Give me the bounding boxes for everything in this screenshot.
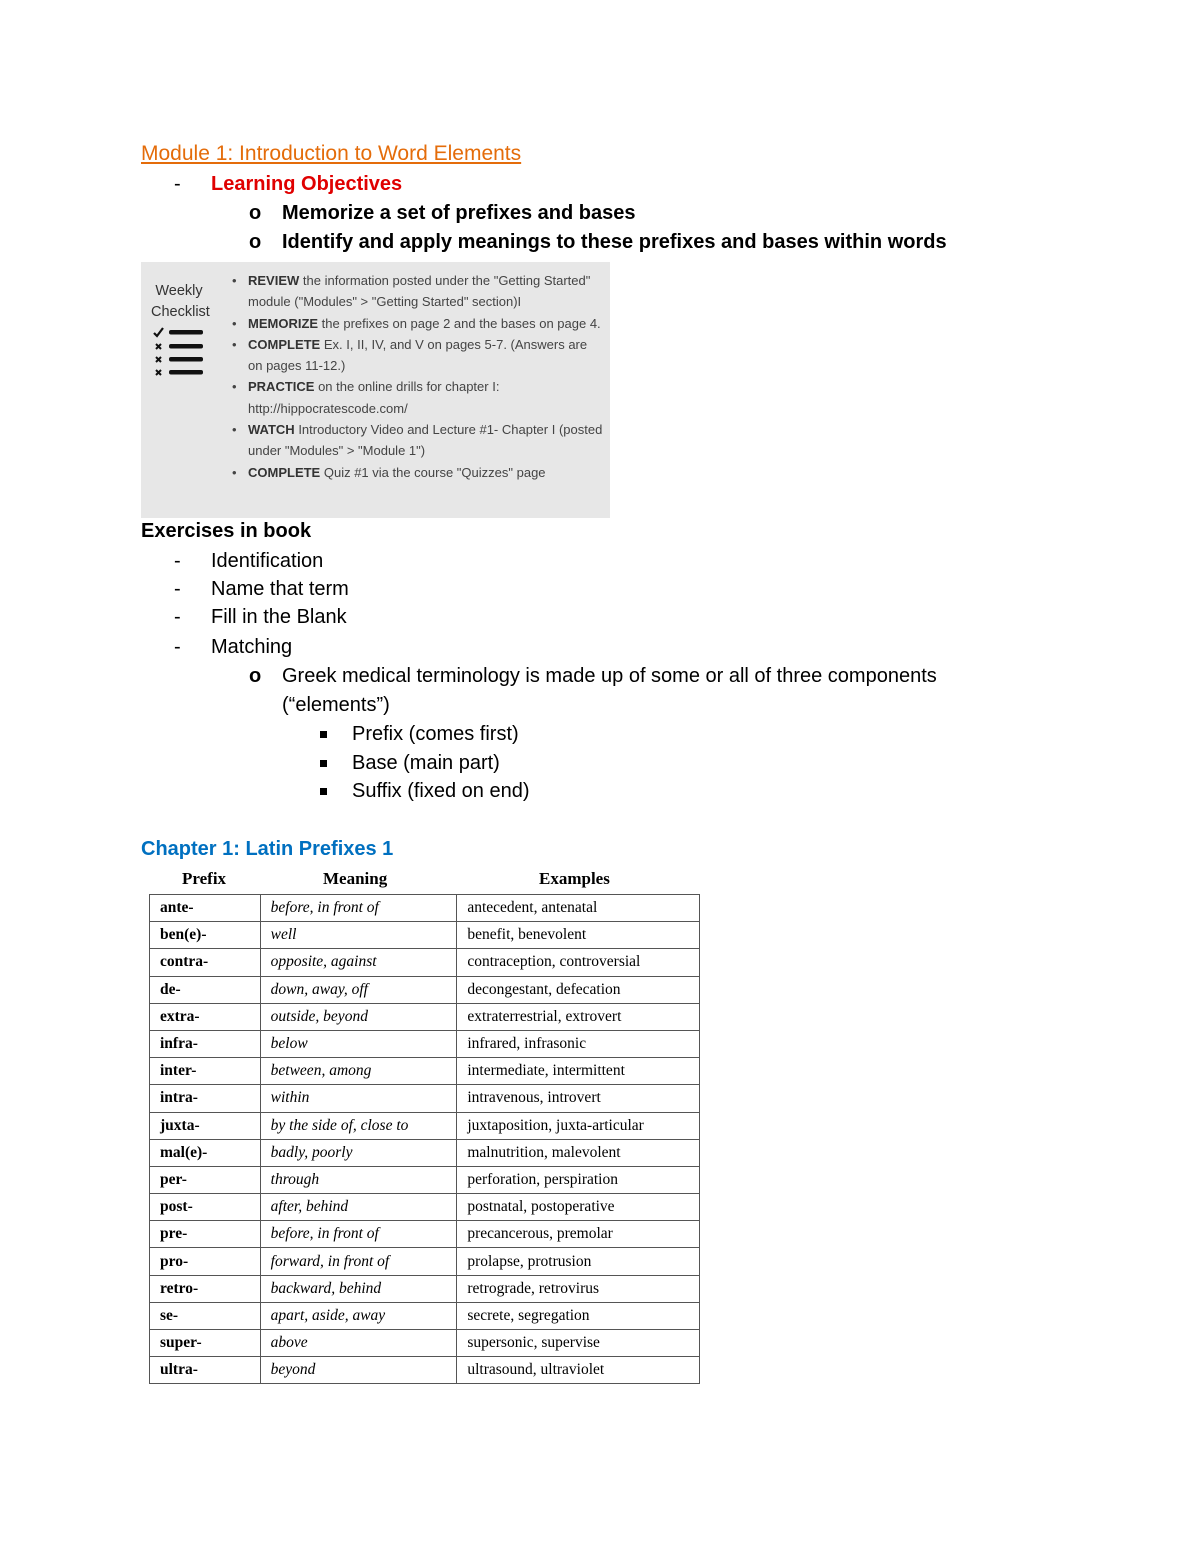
meaning-cell: beyond — [260, 1357, 457, 1384]
examples-cell: decongestant, defecation — [457, 976, 700, 1003]
exercise-item: Matching — [211, 636, 293, 658]
bullet-circle: o — [249, 665, 262, 687]
table-row — [150, 1166, 700, 1193]
table-row — [150, 1058, 700, 1085]
bullet-square — [320, 731, 327, 738]
prefix-cell: post- — [150, 1194, 261, 1221]
meaning-cell: opposite, against — [260, 949, 457, 976]
examples-cell: supersonic, supervise — [457, 1330, 700, 1357]
examples-cell: postnatal, postoperative — [457, 1194, 700, 1221]
prefix-cell: se- — [150, 1302, 261, 1329]
examples-cell: intravenous, introvert — [457, 1085, 700, 1112]
meaning-cell: by the side of, close to — [260, 1112, 457, 1139]
meaning-cell: backward, behind — [260, 1275, 457, 1302]
examples-cell: benefit, benevolent — [457, 922, 700, 949]
prefix-cell: pro- — [150, 1248, 261, 1275]
examples-cell: intermediate, intermittent — [457, 1058, 700, 1085]
meaning-cell: above — [260, 1330, 457, 1357]
prefix-table — [149, 894, 700, 1384]
objective-item: Memorize a set of prefixes and bases — [282, 202, 636, 224]
meaning-cell: badly, poorly — [260, 1139, 457, 1166]
prefix-cell: pre- — [150, 1221, 261, 1248]
table-row — [150, 1112, 700, 1139]
weekly-checklist — [141, 262, 610, 518]
header-prefix: Prefix — [182, 869, 227, 888]
table-row — [150, 1302, 700, 1329]
table-row — [150, 1330, 700, 1357]
prefix-cell: mal(e)- — [150, 1139, 261, 1166]
checklist-item: • COMPLETE Quiz #1 via the course "Quizzes" page — [232, 462, 604, 483]
checklist-item: • PRACTICE on the online drills for chapter I: http://hippocratescode.com/ — [232, 376, 604, 419]
exercise-item: Identification — [211, 550, 324, 572]
prefix-cell: ultra- — [150, 1357, 261, 1384]
meaning-cell: before, in front of — [260, 895, 457, 922]
examples-cell: retrograde, retrovirus — [457, 1275, 700, 1302]
table-row — [150, 1194, 700, 1221]
bullet-dash: - — [174, 606, 181, 628]
prefix-cell: inter- — [150, 1058, 261, 1085]
prefix-cell: juxta- — [150, 1112, 261, 1139]
table-row — [150, 1221, 700, 1248]
examples-cell: precancerous, premolar — [457, 1221, 700, 1248]
checklist-item: • REVIEW the information posted under the "Getting Started" module ("Modules" > "Getting Started" section)I — [232, 270, 604, 313]
prefix-cell: infra- — [150, 1030, 261, 1057]
examples-cell: malnutrition, malevolent — [457, 1139, 700, 1166]
module-title: Module 1: Introduction to Word Elements — [141, 142, 522, 165]
prefix-cell: de- — [150, 976, 261, 1003]
checklist-icon — [153, 326, 207, 382]
examples-cell: extraterrestrial, extrovert — [457, 1003, 700, 1030]
table-row — [150, 1085, 700, 1112]
checklist-title: Weekly Checklist — [151, 283, 210, 320]
bullet-square — [320, 760, 327, 767]
objectives-heading: Learning Objectives — [211, 173, 403, 195]
table-row — [150, 949, 700, 976]
meaning-cell: apart, aside, away — [260, 1302, 457, 1329]
examples-cell: antecedent, antenatal — [457, 895, 700, 922]
meaning-cell: through — [260, 1166, 457, 1193]
meaning-cell: well — [260, 922, 457, 949]
table-row — [150, 976, 700, 1003]
prefix-cell: ben(e)- — [150, 922, 261, 949]
meaning-cell: within — [260, 1085, 457, 1112]
meaning-cell: down, away, off — [260, 976, 457, 1003]
meaning-cell: between, among — [260, 1058, 457, 1085]
meaning-cell: forward, in front of — [260, 1248, 457, 1275]
examples-cell: infrared, infrasonic — [457, 1030, 700, 1057]
table-row — [150, 922, 700, 949]
checklist-item: • WATCH Introductory Video and Lecture #1- Chapter I (posted under "Modules" > "Module 1") — [232, 419, 604, 462]
meaning-cell: below — [260, 1030, 457, 1057]
prefix-cell: ante- — [150, 895, 261, 922]
table-row — [150, 1357, 700, 1384]
checklist-item: • MEMORIZE the prefixes on page 2 and the bases on page 4. — [232, 313, 604, 334]
component-item: Base (main part) — [352, 752, 500, 774]
exercise-item: Fill in the Blank — [211, 606, 347, 628]
checklist-items — [232, 270, 604, 483]
components-text-cont: (“elements”) — [282, 694, 390, 716]
prefix-cell: per- — [150, 1166, 261, 1193]
table-row — [150, 1275, 700, 1302]
header-meaning: Meaning — [323, 869, 388, 888]
prefix-cell: retro- — [150, 1275, 261, 1302]
table-row — [150, 1003, 700, 1030]
table-row — [150, 1139, 700, 1166]
chapter-title: Chapter 1: Latin Prefixes 1 — [141, 838, 394, 860]
bullet-circle: o — [249, 231, 262, 253]
component-item: Prefix (comes first) — [352, 723, 519, 745]
component-item: Suffix (fixed on end) — [352, 780, 530, 802]
prefix-cell: contra- — [150, 949, 261, 976]
examples-cell: perforation, perspiration — [457, 1166, 700, 1193]
table-row — [150, 1030, 700, 1057]
bullet-dash: - — [174, 578, 181, 600]
components-text: Greek medical terminology is made up of some or all of three components — [282, 665, 937, 687]
bullet-circle: o — [249, 202, 262, 224]
examples-cell: ultrasound, ultraviolet — [457, 1357, 700, 1384]
bullet-dash: - — [174, 550, 181, 572]
table-row — [150, 1248, 700, 1275]
exercise-item: Name that term — [211, 578, 349, 600]
prefix-cell: super- — [150, 1330, 261, 1357]
meaning-cell: outside, beyond — [260, 1003, 457, 1030]
objective-item: Identify and apply meanings to these prefixes and bases within words — [282, 231, 947, 253]
meaning-cell: after, behind — [260, 1194, 457, 1221]
exercises-heading: Exercises in book — [141, 520, 312, 542]
checklist-item: • COMPLETE Ex. I, II, IV, and V on pages 5-7. (Answers are on pages 11-12.) — [232, 334, 604, 377]
examples-cell: contraception, controversial — [457, 949, 700, 976]
bullet-dash: - — [174, 636, 181, 658]
meaning-cell: before, in front of — [260, 1221, 457, 1248]
prefix-cell: extra- — [150, 1003, 261, 1030]
examples-cell: secrete, segregation — [457, 1302, 700, 1329]
header-examples: Examples — [539, 869, 610, 888]
bullet-dash: - — [174, 173, 181, 195]
table-row — [150, 895, 700, 922]
bullet-square — [320, 788, 327, 795]
examples-cell: juxtaposition, juxta-articular — [457, 1112, 700, 1139]
examples-cell: prolapse, protrusion — [457, 1248, 700, 1275]
prefix-cell: intra- — [150, 1085, 261, 1112]
